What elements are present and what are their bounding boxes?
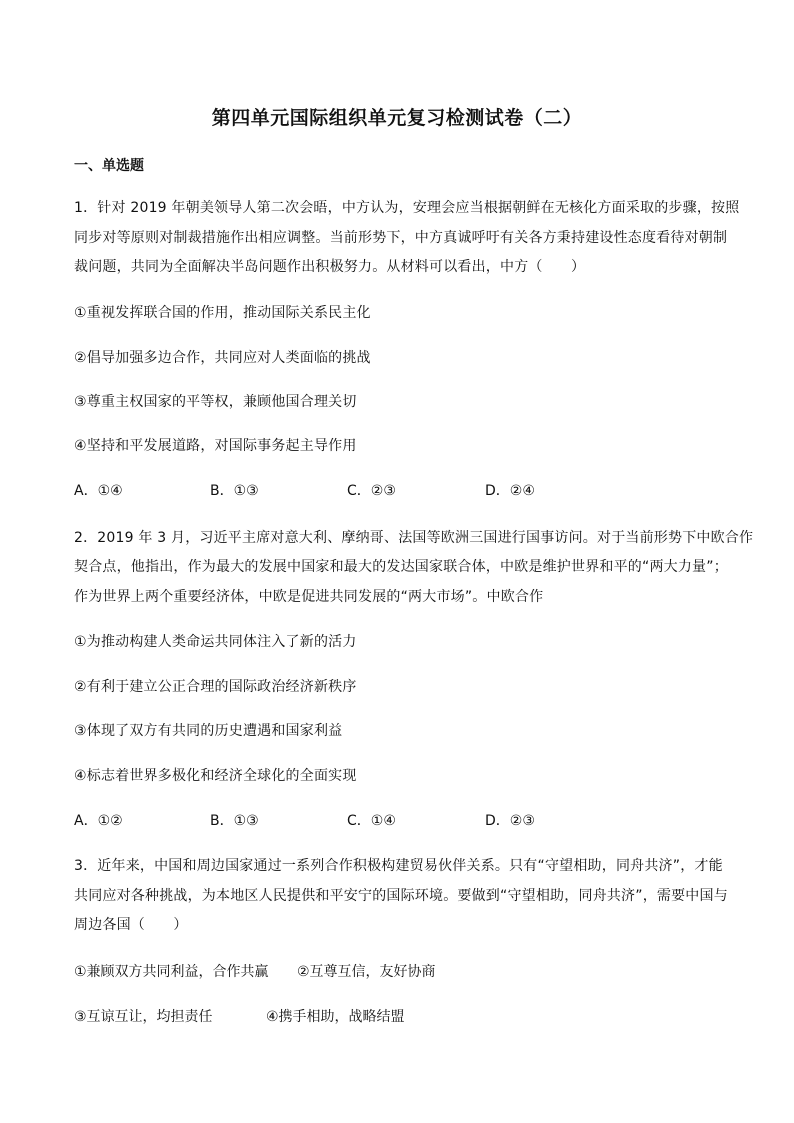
q2-item-3: ③体现了双方有共同的历史遭遇和国家利益 — [74, 723, 343, 739]
q2-stem-line-1: 2．2019 年 3 月，习近平主席对意大利、摩纳哥、法国等欧洲三国进行国事访问。对于当前形势下中欧合作 — [74, 530, 754, 546]
q3-stem-line-3: 周边各国（ ） — [74, 917, 188, 933]
q3-stem-line-2: 共同应对各种挑战，为本地区人民提供和平安宁的国际环境。要做到“守望相助，同舟共济”，需要中国与 — [74, 888, 728, 904]
q1-item-1: ①重视发挥联合国的作用，推动国际关系民主化 — [74, 305, 371, 321]
q1-item-3: ③尊重主权国家的平等权，兼顾他国合理关切 — [74, 394, 357, 410]
q1-item-4: ④坚持和平发展道路，对国际事务起主导作用 — [74, 438, 357, 454]
q1-stem-line-3: 裁问题，共同为全面解决半岛问题作出积极努力。从材料可以看出，中方（ ） — [74, 259, 586, 275]
q2-choice-d[interactable]: D．②③ — [485, 813, 535, 829]
q1-choice-b[interactable]: B．①③ — [210, 483, 259, 499]
q3-item-3: ③互谅互让，均担责任 — [74, 1009, 213, 1025]
q3-item-2: ②互尊互信，友好协商 — [297, 964, 436, 980]
q1-stem-line-1: 1．针对 2019 年朝美领导人第二次会晤，中方认为，安理会应当根据朝鲜在无核化方面采取的步骤，按照 — [74, 200, 740, 216]
q2-choice-c[interactable]: C．①④ — [347, 813, 396, 829]
q3-item-4: ④携手相助，战略结盟 — [266, 1009, 405, 1025]
q2-item-2: ②有利于建立公正合理的国际政治经济新秩序 — [74, 679, 357, 695]
q2-stem-line-2: 契合点，他指出，作为最大的发展中国家和最大的发达国家联合体，中欧是维护世界和平的“两大力量”； — [74, 559, 728, 575]
q3-stem-line-1: 3．近年来，中国和周边国家通过一系列合作积极构建贸易伙伴关系。只有“守望相助，同舟共济”，才能 — [74, 858, 723, 874]
q2-stem-line-3: 作为世界上两个重要经济体，中欧是促进共同发展的“两大市场”。中欧合作 — [74, 589, 544, 605]
q3-item-1: ①兼顾双方共同利益，合作共赢 — [74, 964, 269, 980]
q1-choice-a[interactable]: A．①④ — [74, 483, 123, 499]
section-heading: 一、单选题 — [74, 158, 144, 174]
q1-choice-c[interactable]: C．②③ — [347, 483, 396, 499]
q2-choice-b[interactable]: B．①③ — [210, 813, 259, 829]
q1-choice-d[interactable]: D．②④ — [485, 483, 535, 499]
q1-stem-line-2: 同步对等原则对制裁措施作出相应调整。当前形势下，中方真诚呼吁有关各方秉持建设性态度看待对朝制 — [74, 230, 728, 246]
q1-item-2: ②倡导加强多边合作，共同应对人类面临的挑战 — [74, 350, 371, 366]
page-title: 第四单元国际组织单元复习检测试卷（二） — [211, 107, 583, 129]
q2-choice-a[interactable]: A．①② — [74, 813, 123, 829]
q2-item-4: ④标志着世界多极化和经济全球化的全面实现 — [74, 768, 357, 784]
q2-item-1: ①为推动构建人类命运共同体注入了新的活力 — [74, 634, 357, 650]
